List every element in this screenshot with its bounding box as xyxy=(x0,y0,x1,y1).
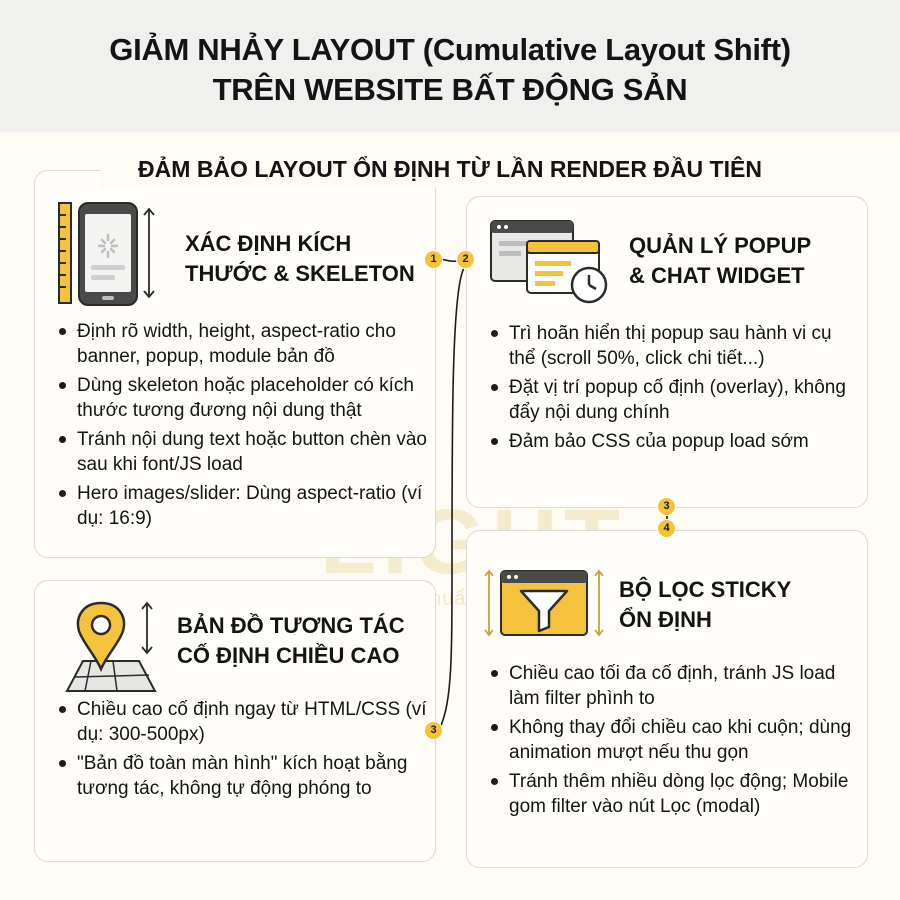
card-filter xyxy=(466,530,868,868)
list-item: Dùng skeleton hoặc placeholder có kích thước tương đương nội dung thật xyxy=(57,373,429,423)
filter-funnel-icon xyxy=(483,567,609,639)
step-badge-1: 1 xyxy=(424,250,443,269)
card-title-line: BẢN ĐỒ TƯƠNG TÁC xyxy=(177,613,405,638)
card-map xyxy=(34,580,436,862)
step-badge-2: 2 xyxy=(456,250,475,269)
phone-skeleton-icon xyxy=(57,201,161,307)
step-badge-3: 3 xyxy=(424,721,443,740)
card-title-skeleton xyxy=(185,229,415,289)
bullet-list xyxy=(57,697,429,805)
list-item: Đảm bảo CSS của popup load sớm xyxy=(489,429,859,454)
card-title-line: BỘ LỌC STICKY xyxy=(619,577,792,602)
card-title-filter xyxy=(619,575,791,635)
step-badge-4: 4 xyxy=(657,519,676,538)
list-item: Tránh nội dung text hoặc button chèn vào sau khi font/JS load xyxy=(57,427,429,477)
popup-window-clock-icon xyxy=(487,217,611,307)
list-item: "Bản đồ toàn màn hình" kích hoạt bằng tương tác, không tự động phóng to xyxy=(57,751,429,801)
list-item: Hero images/slider: Dùng aspect-ratio (ví dụ: 16:9) xyxy=(57,481,429,531)
connector-2-3 xyxy=(440,268,464,728)
list-item: Định rõ width, height, aspect-ratio cho banner, popup, module bản đồ xyxy=(57,319,429,369)
card-title-line: XÁC ĐỊNH KÍCH xyxy=(185,231,352,256)
watermark-tagline: Chuẩn xyxy=(414,588,479,610)
card-skeleton xyxy=(34,170,436,558)
list-item: Tránh thêm nhiều dòng lọc động; Mobile gom filter vào nút Lọc (modal) xyxy=(489,769,861,819)
page-title-line-2: TRÊN WEBSITE BẤT ĐỘNG SẢN xyxy=(212,72,688,107)
map-pin-icon xyxy=(61,597,161,695)
list-item: Chiều cao tối đa cố định, tránh JS load làm filter phình to xyxy=(489,661,861,711)
card-title-line: CỐ ĐỊNH CHIỀU CAO xyxy=(177,643,400,668)
bullet-list xyxy=(489,661,861,823)
bullet-list xyxy=(57,319,429,535)
bullet-list xyxy=(489,321,859,458)
list-item: Không thay đổi chiều cao khi cuộn; dùng animation mượt nếu thu gọn xyxy=(489,715,861,765)
list-item: Đặt vị trí popup cố định (overlay), không đẩy nội dung chính xyxy=(489,375,859,425)
card-title-line: QUẢN LÝ POPUP xyxy=(629,233,812,258)
card-title-popup xyxy=(629,231,811,291)
card-title-line: & CHAT WIDGET xyxy=(629,263,805,288)
page-title-line-1: GIẢM NHẢY LAYOUT (Cumulative Layout Shift) xyxy=(109,32,791,67)
list-item: Chiều cao cố định ngay từ HTML/CSS (ví dụ: 300-500px) xyxy=(57,697,429,747)
section-subtitle: ĐẢM BẢO LAYOUT ỔN ĐỊNH TỪ LẦN RENDER ĐẦU TIÊN xyxy=(100,150,800,188)
card-title-line: ỔN ĐỊNH xyxy=(619,607,712,632)
card-popup xyxy=(466,196,868,508)
card-title-line: THƯỚC & SKELETON xyxy=(185,261,415,286)
card-title-map xyxy=(177,611,405,671)
list-item: Trì hoãn hiển thị popup sau hành vi cụ thể (scroll 50%, click chi tiết...) xyxy=(489,321,859,371)
step-badge-3-right: 3 xyxy=(657,497,676,516)
